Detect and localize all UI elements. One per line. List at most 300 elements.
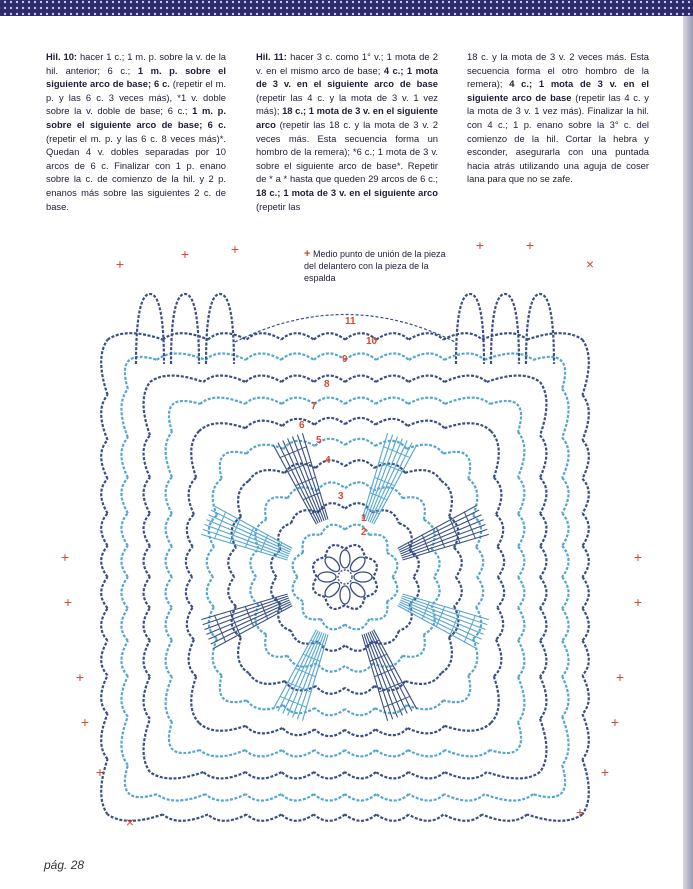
chain-arc bbox=[582, 479, 588, 514]
text-segment: 1 m. p. sobre el siguiente arco de base; 6 c. bbox=[46, 64, 226, 90]
chain-arc bbox=[582, 641, 588, 676]
join-marker: + bbox=[475, 237, 485, 253]
treble-stitch bbox=[278, 631, 318, 712]
treble-stitch bbox=[293, 633, 325, 717]
treble-stitch bbox=[399, 510, 480, 550]
join-marker: + bbox=[95, 764, 105, 780]
chain-arc bbox=[315, 418, 345, 425]
treble-stitch bbox=[297, 634, 326, 719]
center-petal bbox=[322, 580, 342, 600]
treble-stitch bbox=[297, 435, 326, 520]
treble-stitch bbox=[203, 529, 288, 558]
chain-arc bbox=[375, 441, 407, 449]
chain-arc bbox=[540, 514, 546, 547]
chain-arc bbox=[282, 750, 315, 756]
chain-arc bbox=[228, 548, 236, 577]
chain-arc bbox=[491, 431, 499, 478]
join-marker: + bbox=[615, 669, 625, 685]
chain-arc bbox=[199, 723, 246, 731]
chain-arc bbox=[540, 719, 546, 772]
chain-arc bbox=[582, 577, 588, 608]
join-marker: + bbox=[180, 246, 190, 262]
chain-arc bbox=[293, 553, 303, 577]
chain-arc bbox=[144, 640, 150, 676]
chain-arc bbox=[345, 814, 376, 820]
chain-arc bbox=[150, 376, 203, 382]
chain-arc bbox=[101, 714, 107, 759]
page-edge-shadow bbox=[683, 16, 693, 889]
chain-arc bbox=[121, 608, 127, 641]
chain-arc bbox=[345, 353, 376, 359]
round-number-label: 7 bbox=[311, 401, 317, 412]
chain-arc bbox=[476, 547, 483, 577]
round-number-label: 9 bbox=[342, 354, 348, 365]
chain-arc bbox=[375, 728, 407, 735]
chain-arc bbox=[387, 577, 397, 601]
instructions-column-3 bbox=[467, 50, 649, 186]
chain-arc bbox=[317, 482, 345, 490]
chain-arc bbox=[101, 513, 107, 545]
chain-arc bbox=[345, 418, 375, 425]
chain-arc bbox=[518, 432, 524, 477]
chain-arc bbox=[582, 513, 588, 545]
chain-arc bbox=[518, 477, 524, 514]
treble-stitch bbox=[401, 525, 485, 557]
chain-arc bbox=[282, 398, 315, 404]
chain-arc bbox=[144, 577, 150, 608]
chain-arc bbox=[376, 333, 408, 339]
chain-arc bbox=[121, 513, 127, 546]
chain-arc bbox=[246, 376, 282, 382]
chain-arc bbox=[518, 608, 524, 641]
chain-arc bbox=[527, 814, 582, 820]
chain-arc bbox=[482, 814, 527, 820]
treble-stitch bbox=[364, 634, 393, 719]
chain-arc bbox=[281, 814, 313, 820]
chain-arc bbox=[101, 675, 107, 714]
chain-arc bbox=[562, 641, 568, 676]
chain-arc bbox=[250, 549, 258, 577]
legend-text: Medio punto de unión de la pieza del delantero con la pieza de la espalda bbox=[304, 249, 446, 283]
chain-arc bbox=[316, 686, 345, 694]
center-petal bbox=[322, 554, 342, 574]
chain-arc bbox=[345, 482, 373, 490]
chain-arc bbox=[345, 376, 376, 382]
treble-stitch bbox=[401, 598, 485, 630]
chain-arc bbox=[246, 726, 283, 734]
join-marker: + bbox=[230, 241, 240, 257]
text-segment: hacer 1 c.; 1 m. p. sobre la v. de la hil. anterior; 6 c.; bbox=[46, 51, 226, 76]
chain-arc bbox=[345, 663, 373, 671]
chain-arc bbox=[125, 357, 157, 389]
round-11-continued-text bbox=[467, 50, 649, 186]
text-segment: 4 c.; 1 mota de 3 v. en el siguiente arco de base bbox=[467, 78, 650, 103]
join-marker: + bbox=[610, 714, 620, 730]
chain-arc bbox=[108, 333, 163, 339]
center-petal bbox=[348, 580, 368, 600]
text-segment: 18 c.; 1 mota de 3 v. en el siguiente arco bbox=[256, 105, 438, 130]
chain-arc bbox=[220, 452, 247, 479]
chain-arc bbox=[345, 619, 369, 629]
chain-arc bbox=[121, 641, 127, 676]
chain-arc bbox=[518, 514, 524, 547]
chain-arc bbox=[245, 398, 282, 404]
chain-arc bbox=[409, 794, 444, 800]
chain-arc bbox=[191, 431, 199, 478]
chain-arc bbox=[303, 535, 321, 553]
chain-arc bbox=[345, 772, 376, 778]
text-segment: (repetir el m. p. y las 6 c. 3 veces más), *1 v. doble sobre la v. doble de base; 6 c.; bbox=[46, 78, 226, 117]
chain-arc bbox=[191, 676, 199, 723]
chain-arc bbox=[441, 481, 452, 517]
treble-stitch bbox=[372, 443, 412, 524]
chain-arc bbox=[540, 546, 546, 577]
chain-arc bbox=[443, 675, 470, 702]
chain-arc bbox=[518, 577, 524, 608]
chain-arc bbox=[533, 357, 565, 389]
chain-arc bbox=[408, 772, 444, 778]
chain-arc bbox=[281, 353, 314, 359]
text-segment: (repetir el m. p. y las 6 c. 8 veces más)*. Quedan 4 v. dobles separadas por 10 arcos de 6 c. Finalizar con 1 p. enano sobre la c. de comienzo de la hil. y 2 p. enanos más sobre las siguientes 2 c. de base. bbox=[46, 132, 226, 212]
chain-arc bbox=[473, 515, 481, 547]
instructions-column-2 bbox=[256, 50, 438, 213]
chain-arc bbox=[163, 333, 208, 339]
chain-arc bbox=[166, 432, 172, 477]
chain-arc bbox=[408, 376, 444, 382]
chain-arc bbox=[281, 794, 314, 800]
center-petal bbox=[348, 554, 368, 574]
chain-arc bbox=[518, 547, 524, 578]
chain-arc bbox=[166, 477, 172, 514]
chain-arc bbox=[375, 705, 407, 713]
chain-arc bbox=[144, 478, 150, 514]
chain-arc bbox=[144, 719, 150, 772]
chain-arc bbox=[485, 794, 534, 800]
chain-arc bbox=[444, 794, 484, 800]
chain-arc bbox=[314, 353, 345, 359]
chain-arc bbox=[246, 353, 281, 359]
chain-arc bbox=[250, 577, 258, 605]
chain-arc bbox=[245, 750, 282, 756]
chain-arc bbox=[562, 438, 568, 478]
join-marker: + bbox=[600, 764, 610, 780]
chain-arc bbox=[562, 546, 568, 577]
chain-arc bbox=[101, 546, 107, 577]
chain-arc bbox=[166, 608, 172, 641]
chain-arc bbox=[444, 723, 491, 731]
chain-arc bbox=[376, 772, 409, 778]
chain-arc bbox=[496, 607, 503, 639]
chain-arc bbox=[582, 714, 588, 759]
chain-arc bbox=[562, 577, 568, 608]
chain-arc bbox=[101, 340, 107, 395]
chain-arc bbox=[101, 479, 107, 514]
chain-arc bbox=[200, 750, 245, 756]
treble-stitch bbox=[278, 443, 318, 524]
treble-stitch bbox=[366, 437, 398, 521]
join-marker: + bbox=[525, 237, 535, 253]
round-number-label: 1 bbox=[361, 513, 367, 524]
shoulder-chain-loop bbox=[526, 294, 554, 364]
chain-arc bbox=[376, 398, 409, 404]
treble-stitch bbox=[211, 510, 291, 550]
chain-arc bbox=[166, 547, 172, 578]
chain-arc bbox=[582, 546, 588, 577]
chain-arc bbox=[487, 376, 540, 382]
chain-arc bbox=[166, 640, 172, 677]
magic-ring bbox=[338, 570, 352, 584]
crochet-chart-diagram bbox=[40, 232, 660, 844]
chain-arc bbox=[246, 772, 282, 778]
chain-arc bbox=[247, 333, 282, 339]
round-number-label: 4 bbox=[325, 455, 331, 466]
chain-arc bbox=[444, 772, 486, 778]
chain-arc bbox=[281, 333, 313, 339]
chain-arc bbox=[209, 515, 217, 547]
chain-arc bbox=[540, 478, 546, 514]
chain-arc bbox=[315, 398, 346, 404]
chain-arc bbox=[166, 577, 172, 608]
treble-stitch bbox=[205, 598, 289, 630]
chain-arc bbox=[490, 401, 521, 432]
chain-arc bbox=[125, 765, 157, 797]
text-segment: (repetir las bbox=[256, 200, 301, 212]
chain-arc bbox=[121, 676, 127, 716]
chain-arc bbox=[144, 608, 150, 641]
chain-arc bbox=[387, 553, 397, 577]
chain-arc bbox=[540, 608, 546, 641]
chain-arc bbox=[582, 440, 588, 479]
chain-arc bbox=[533, 765, 565, 797]
chain-arc bbox=[186, 547, 193, 577]
chain-arc bbox=[345, 460, 374, 468]
chain-arc bbox=[144, 514, 150, 547]
chain-arc bbox=[283, 728, 315, 735]
chain-arc bbox=[518, 677, 524, 722]
chain-arc bbox=[187, 607, 194, 639]
chain-arc bbox=[431, 577, 439, 605]
chain-arc bbox=[376, 353, 409, 359]
chain-arc bbox=[163, 814, 208, 820]
chain-arc bbox=[144, 676, 150, 718]
chain-arc bbox=[443, 814, 482, 820]
chain-arc bbox=[206, 353, 246, 359]
treble-stitch bbox=[372, 631, 412, 712]
chain-arc bbox=[321, 525, 345, 535]
chain-arc bbox=[249, 470, 285, 481]
chain-arc bbox=[405, 470, 441, 481]
chain-arc bbox=[121, 577, 127, 608]
chain-arc bbox=[283, 441, 315, 449]
chain-arc bbox=[473, 607, 481, 639]
center-petal bbox=[354, 572, 372, 582]
chain-arc bbox=[144, 435, 150, 477]
chain-arc bbox=[144, 382, 150, 435]
chain-arc bbox=[249, 673, 285, 684]
chain-arc bbox=[402, 634, 425, 657]
chain-arc bbox=[562, 478, 568, 513]
round-number-label: 2 bbox=[361, 527, 367, 538]
chain-arc bbox=[376, 750, 409, 756]
chain-arc bbox=[144, 546, 150, 577]
chain-arc bbox=[562, 513, 568, 546]
join-marker: + bbox=[633, 549, 643, 565]
chain-arc bbox=[445, 398, 490, 404]
chain-arc bbox=[228, 577, 236, 606]
chain-arc bbox=[246, 794, 281, 800]
chain-arc bbox=[101, 641, 107, 676]
chain-arc bbox=[402, 497, 425, 520]
chain-arc bbox=[166, 677, 172, 722]
chain-arc bbox=[405, 673, 441, 684]
chain-arc bbox=[108, 814, 163, 820]
chain-arc bbox=[101, 440, 107, 479]
join-marker-icon: + bbox=[304, 248, 311, 260]
chain-arc bbox=[491, 676, 499, 723]
round-number-label: 6 bbox=[299, 420, 305, 431]
text-segment: 1 m. p. sobre el siguiente arco de base; 6 c. bbox=[46, 105, 226, 130]
join-marker: × bbox=[125, 814, 135, 830]
treble-stitch bbox=[399, 604, 480, 644]
chain-arc bbox=[187, 515, 194, 547]
chain-arc bbox=[314, 794, 345, 800]
chain-arc bbox=[562, 676, 568, 716]
chain-arc bbox=[199, 423, 246, 431]
chain-arc bbox=[444, 376, 486, 382]
text-segment: (repetir las 4 c. y la mota de 3 v. 1 vez más); bbox=[256, 91, 438, 117]
chain-arc bbox=[445, 750, 490, 756]
chain-arc bbox=[206, 794, 246, 800]
chain-arc bbox=[562, 389, 568, 438]
chain-arc bbox=[282, 772, 315, 778]
chain-arc bbox=[220, 675, 247, 702]
chain-arc bbox=[121, 389, 127, 438]
chain-arc bbox=[169, 401, 200, 432]
chain-arc bbox=[203, 772, 245, 778]
chain-arc bbox=[345, 686, 374, 694]
chain-arc bbox=[443, 452, 470, 479]
chain-arc bbox=[540, 435, 546, 477]
round-number-label: 10 bbox=[366, 336, 378, 347]
chain-arc bbox=[246, 421, 283, 429]
chain-arc bbox=[454, 548, 462, 577]
chain-arc bbox=[494, 640, 502, 677]
treble-stitch bbox=[364, 435, 393, 520]
chain-arc bbox=[376, 376, 409, 382]
chain-arc bbox=[101, 608, 107, 640]
chain-arc bbox=[431, 549, 439, 577]
chain-arc bbox=[314, 772, 345, 778]
chain-arc bbox=[375, 419, 407, 426]
chain-arc bbox=[121, 717, 127, 766]
treble-stitch bbox=[205, 525, 289, 557]
chain-arc bbox=[169, 722, 200, 753]
text-segment: (repetir las 18 c. y la mota de 3 v. 2 veces más. Esta secuencia forma un hombro de la remera); *6 c.; 1 mota de 3 v. sobre el siguiente arco de base*. Repetir de * a * hasta que queden 29 arcos de 6 c.; bbox=[256, 118, 438, 185]
join-marker: + bbox=[60, 549, 70, 565]
text-segment: 4 c.; 1 mota de 3 v. en el siguiente arco de base bbox=[256, 64, 438, 90]
chain-arc bbox=[207, 577, 214, 607]
chain-arc bbox=[376, 814, 408, 820]
chain-arc bbox=[540, 577, 546, 608]
chain-arc bbox=[441, 637, 452, 673]
instructions-column-1 bbox=[46, 50, 226, 213]
chain-arc bbox=[238, 481, 249, 517]
chain-arc bbox=[409, 814, 444, 820]
text-segment: 18 c. y la mota de 3 v. 2 veces más. Esta secuencia forma el otro hombro de la remera); bbox=[467, 51, 649, 90]
chain-arc bbox=[293, 577, 303, 601]
chain-arc bbox=[582, 340, 588, 395]
join-marker: + bbox=[80, 714, 90, 730]
treble-stitch bbox=[211, 604, 291, 644]
chain-arc bbox=[527, 333, 582, 339]
chain-arc bbox=[314, 333, 345, 339]
chain-arc bbox=[518, 640, 524, 677]
chain-arc bbox=[101, 395, 107, 440]
chain-arc bbox=[562, 608, 568, 641]
chain-arc bbox=[408, 750, 445, 756]
chain-arc bbox=[345, 439, 375, 446]
chain-arc bbox=[157, 794, 206, 800]
join-marker: + bbox=[575, 804, 585, 820]
chain-arc bbox=[265, 497, 288, 520]
chain-arc bbox=[487, 772, 540, 778]
chain-arc bbox=[317, 663, 345, 671]
round-11-text bbox=[256, 50, 438, 213]
text-segment: 18 c.; 1 mota de 3 v. en el siguiente arco bbox=[256, 186, 438, 198]
center-petal bbox=[318, 572, 336, 582]
chain-arc bbox=[121, 438, 127, 478]
chain-arc bbox=[282, 376, 315, 382]
round-number-label: 11 bbox=[345, 316, 356, 327]
chain-arc bbox=[247, 814, 282, 820]
shoulder-chain-loop bbox=[136, 294, 164, 364]
chain-arc bbox=[303, 601, 321, 619]
join-marker: + bbox=[115, 256, 125, 272]
chain-arc bbox=[200, 398, 245, 404]
chain-arc bbox=[476, 577, 483, 607]
chain-arc bbox=[409, 353, 444, 359]
chain-arc bbox=[482, 333, 527, 339]
chain-arc bbox=[540, 676, 546, 718]
join-marker: + bbox=[63, 594, 73, 610]
chain-arc bbox=[189, 478, 197, 515]
chain-arc bbox=[345, 750, 376, 756]
join-marker: + bbox=[633, 594, 643, 610]
chain-arc bbox=[540, 640, 546, 676]
chain-arc bbox=[582, 395, 588, 440]
chain-arc bbox=[376, 794, 409, 800]
chain-arc bbox=[540, 382, 546, 435]
chain-arc bbox=[345, 708, 375, 715]
round-number-label: 5 bbox=[316, 435, 322, 446]
text-segment: Hil. 10: bbox=[46, 51, 78, 62]
chain-arc bbox=[408, 421, 445, 429]
chain-arc bbox=[582, 608, 588, 640]
chain-arc bbox=[314, 814, 345, 820]
chain-arc bbox=[408, 398, 445, 404]
center-petal bbox=[340, 550, 350, 568]
chain-arc bbox=[283, 705, 315, 713]
shoulder-chain-loop bbox=[456, 294, 484, 364]
center-petal bbox=[340, 586, 350, 604]
chain-arc bbox=[490, 722, 521, 753]
join-marker: × bbox=[585, 256, 595, 272]
text-segment: Hil. 11: bbox=[256, 51, 287, 62]
chain-arc bbox=[150, 772, 203, 778]
treble-stitch bbox=[366, 633, 398, 717]
chain-arc bbox=[562, 717, 568, 766]
chain-arc bbox=[265, 634, 288, 657]
